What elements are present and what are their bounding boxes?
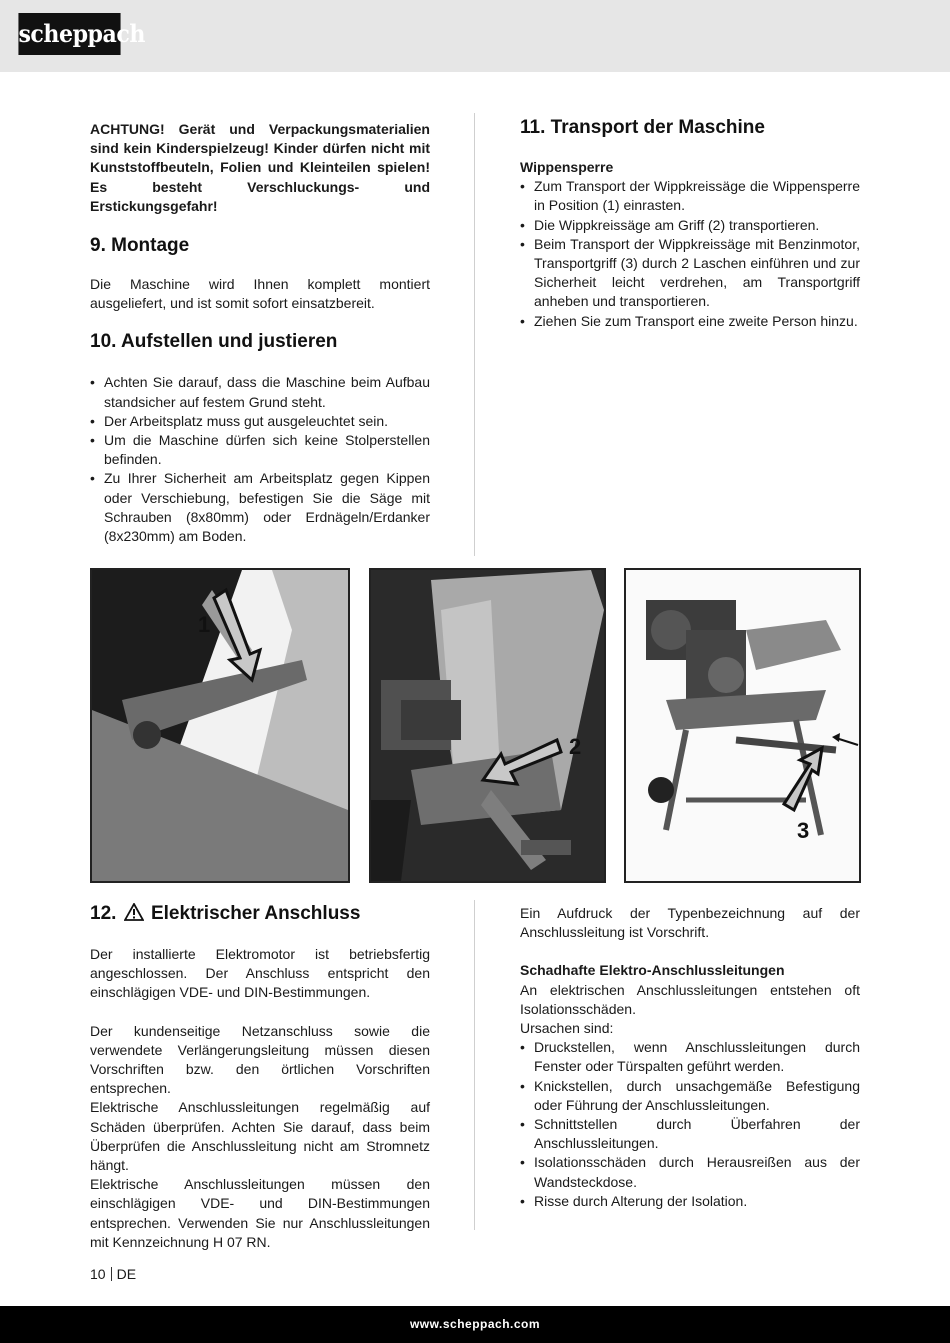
list-item: • Der Arbeitsplatz muss gut ausgeleuchtet sein. xyxy=(90,412,430,431)
paragraph: Ein Aufdruck der Typenbezeichnung auf der Anschlussleitung ist Vorschrift. xyxy=(520,905,860,941)
section-12-title-text: Elektrischer Anschluss xyxy=(150,903,361,924)
warning-triangle-icon xyxy=(124,903,144,928)
paragraph: Der kundenseitige Netzanschluss sowie die verwendete Verlängerungsleitung müssen diesen Vorschriften bzw. den örtlichen Vorschriften entsprechen. xyxy=(90,1022,430,1097)
list-item: • Achten Sie darauf, dass die Maschine beim Aufbau standsicher auf festem Grund steht. xyxy=(90,373,430,411)
list-item: • Die Wippkreissäge am Griff (2) transportieren. xyxy=(520,216,860,235)
paragraph: Der installierte Elektromotor ist betriebsfertig angeschlossen. Der Anschluss entspricht den einschlägigen VDE- und DIN-Bestimmungen. xyxy=(90,946,430,1001)
paragraph: Elektrische Anschlussleitungen regelmäßig auf Schäden überprüfen. Achten Sie darauf, dass beim Überprüfen die Anschlussleitung nicht am Stromnetz hängt. xyxy=(90,1099,430,1174)
bottom-left-column xyxy=(90,902,430,1252)
section-10-title: 10. Aufstellen und justieren xyxy=(90,331,338,353)
section-11-list xyxy=(520,177,860,331)
schadhafte-heading: Schadhafte Elektro-Anschlussleitungen xyxy=(520,962,785,979)
list-item: • Knickstellen, durch unsachgemäße Befestigung oder Führung der Anschlussleitungen. xyxy=(520,1077,860,1115)
section-12-title xyxy=(90,902,430,928)
bottom-right-column xyxy=(520,904,860,1211)
top-right-column xyxy=(520,116,860,331)
paragraph: Ursachen sind: xyxy=(520,1020,614,1037)
figure-2-label: 2 xyxy=(569,734,582,759)
section-9-text: Die Maschine wird Ihnen komplett montiert ausgeliefert, und ist somit sofort einsatzbereit. xyxy=(90,276,430,312)
figure-3-photo xyxy=(624,568,861,883)
section-10-list xyxy=(90,373,430,546)
list-item: • Ziehen Sie zum Transport eine zweite Person hinzu. xyxy=(520,312,860,331)
list-item: • Druckstellen, wenn Anschlussleitungen durch Fenster oder Türspalten geführt werden. xyxy=(520,1038,860,1076)
page-number xyxy=(90,1265,136,1283)
column-divider-bottom xyxy=(474,900,475,1230)
paragraph: Elektrische Anschlussleitungen müssen den einschlägigen VDE- und DIN-Bestimmungen entsprechen. Verwenden Sie nur Anschlussleitungen mit Kennzeichnung H 07 RN. xyxy=(90,1176,430,1250)
figure-1-photo xyxy=(90,568,350,883)
section-11-title: 11. Transport der Maschine xyxy=(520,117,765,138)
list-item: • Isolationsschäden durch Herausreißen aus der Wandsteckdose. xyxy=(520,1153,860,1191)
list-item: • Risse durch Alterung der Isolation. xyxy=(520,1192,860,1211)
list-item: • Zum Transport der Wippkreissäge die Wippensperre in Position (1) einrasten. xyxy=(520,177,860,215)
paragraph: An elektrischen Anschlussleitungen entstehen oft Isolationsschäden. xyxy=(520,981,860,1017)
section-9-title: 9. Montage xyxy=(90,235,190,257)
page-number-value: 10 xyxy=(90,1266,106,1282)
warning-text: ACHTUNG! Gerät und Verpackungsmaterialien sind kein Kinderspielzeug! Kinder dürfen nicht mit Kunststoffbeuteln, Folien und Kleinteilen spielen! Es besteht Verschluckungs- und Erstickungsgefahr! xyxy=(90,121,430,214)
website-link[interactable]: www.scheppach.com xyxy=(409,1317,541,1331)
wippensperre-heading: Wippensperre xyxy=(520,159,614,175)
list-item: • Beim Transport der Wippkreissäge mit Benzinmotor, Transportgriff (3) durch 2 Laschen einführen und zur Sicherheit leicht verdrehen, am Transportgriff anheben und transportieren. xyxy=(520,235,860,312)
column-divider-top xyxy=(474,113,475,556)
list-item: • Schnittstellen durch Überfahren der Anschlussleitungen. xyxy=(520,1115,860,1153)
language-code: DE xyxy=(116,1266,137,1282)
top-left-column xyxy=(90,120,430,546)
section-12-number: 12. xyxy=(90,903,117,924)
figure-1-label: 1 xyxy=(198,612,211,637)
footer-bar xyxy=(0,1306,950,1343)
scheppach-logo: scheppach xyxy=(18,13,120,55)
figure-3-label: 3 xyxy=(797,818,810,843)
list-item: • Zu Ihrer Sicherheit am Arbeitsplatz gegen Kippen oder Verschiebung, befestigen Sie die Säge mit Schrauben (8x80mm) oder Erdnägeln/Erdanker (8x230mm) am Boden. xyxy=(90,469,430,546)
figure-2-photo xyxy=(369,568,606,883)
page-separator xyxy=(111,1267,112,1281)
causes-list xyxy=(520,1038,860,1211)
header-bar xyxy=(0,0,950,72)
list-item: • Um die Maschine dürfen sich keine Stolperstellen befinden. xyxy=(90,431,430,469)
